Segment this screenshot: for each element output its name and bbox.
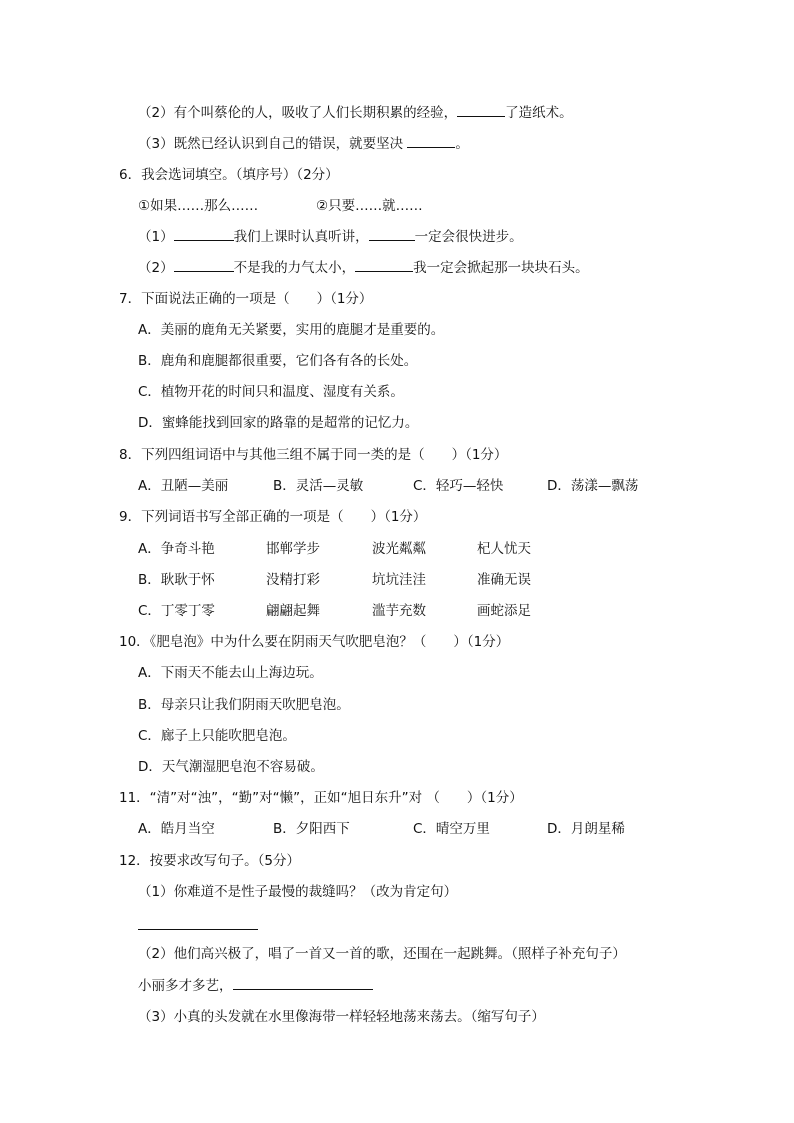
answer-blank[interactable] <box>174 228 234 241</box>
answer-line[interactable] <box>138 929 258 930</box>
q5-item3: （3）既然已经认识到自己的错误，就要坚决 。 <box>138 136 469 152</box>
q7-option-b[interactable]: B．鹿角和鹿腿都很重要，它们各有各的长处。 <box>138 353 418 369</box>
q8-option-a[interactable]: A．丑陋—美丽 <box>138 478 229 494</box>
q6-item2: （2） 不是我的力气太小， 我一定会掀起那一块块石头。 <box>138 260 589 276</box>
q5-item2: （2）有个叫蔡伦的人，吸收了人们长期积累的经验， 了造纸术。 <box>138 105 573 121</box>
q9-option-a[interactable] <box>0 540 794 558</box>
q8-options <box>0 477 794 495</box>
word: 杞人忧天 <box>477 541 531 557</box>
word: 翩翩起舞 <box>266 603 320 619</box>
q11-options <box>0 820 794 838</box>
q10-title: 10．《肥皂泡》中为什么要在阴雨天气吹肥皂泡？（ ）（1分） <box>119 634 510 650</box>
word: 滥芋充数 <box>372 603 426 619</box>
q10-option-a[interactable]: A．下雨天不能去山上海边玩。 <box>138 665 323 681</box>
word: 波光粼粼 <box>372 541 426 557</box>
q11-option-c[interactable]: C．晴空万里 <box>413 821 490 837</box>
answer-blank[interactable] <box>369 228 415 241</box>
q7-option-c[interactable]: C．植物开花的时间只和温度、湿度有关系。 <box>138 384 404 400</box>
word: B．耿耿于怀 <box>138 572 215 588</box>
answer-blank[interactable] <box>233 977 373 990</box>
q12-title: 12．按要求改写句子。（5分） <box>119 853 301 869</box>
q9-option-c[interactable] <box>0 602 794 620</box>
q6-option-1: ①如果……那么…… <box>138 198 259 214</box>
answer-blank[interactable] <box>355 259 413 272</box>
q6-item1: （1） 我们上课时认真听讲， 一定会很快进步。 <box>138 229 523 245</box>
word: 没精打彩 <box>266 572 320 588</box>
word: 坑坑洼洼 <box>372 572 426 588</box>
word: C．丁零丁零 <box>138 603 215 619</box>
word: 准确无误 <box>477 572 531 588</box>
q7-title: 7．下面说法正确的一项是（ ）（1分） <box>119 291 373 307</box>
q11-option-b[interactable]: B．夕阳西下 <box>273 821 350 837</box>
q11-option-d[interactable]: D．月朗星稀 <box>547 821 625 837</box>
q7-option-a[interactable]: A．美丽的鹿角无关紧要，实用的鹿腿才是重要的。 <box>138 322 445 338</box>
q9-title: 9．下列词语书写全部正确的一项是（ ）（1分） <box>119 509 427 525</box>
q12-item1: （1）你难道不是性子最慢的裁缝吗？（改为肯定句） <box>138 884 458 900</box>
q8-title: 8．下列四组词语中与其他三组不属于同一类的是（ ）（1分） <box>119 447 508 463</box>
word: 邯郸学步 <box>266 541 320 557</box>
q10-option-b[interactable]: B．母亲只让我们阴雨天吹肥皂泡。 <box>138 697 350 713</box>
q11-title: 11．“清”对“浊”，“勤”对“懒”，正如“旭日东升”对 （ ）（1分） <box>119 790 523 806</box>
answer-blank[interactable] <box>457 104 505 117</box>
q12-item2: （2）他们高兴极了，唱了一首又一首的歌，还围在一起跳舞。（照样子补充句子） <box>138 946 626 962</box>
answer-blank[interactable] <box>174 259 234 272</box>
q6-option-2: ②只要……就…… <box>316 198 423 214</box>
q12-item3: （3）小真的头发就在水里像海带一样轻轻地荡来荡去。（缩写句子） <box>138 1009 545 1025</box>
word: 画蛇添足 <box>477 603 531 619</box>
word: A．争奇斗艳 <box>138 541 215 557</box>
q11-option-a[interactable]: A．皓月当空 <box>138 821 215 837</box>
q8-option-d[interactable]: D．荡漾—飘荡 <box>547 478 639 494</box>
q7-option-d[interactable]: D．蜜蜂能找到回家的路靠的是超常的记忆力。 <box>138 415 419 431</box>
answer-blank[interactable] <box>407 135 455 148</box>
q8-option-c[interactable]: C．轻巧—轻快 <box>413 478 504 494</box>
q9-option-b[interactable] <box>0 571 794 589</box>
q10-option-c[interactable]: C．廊子上只能吹肥皂泡。 <box>138 728 296 744</box>
q10-option-d[interactable]: D．天气潮湿肥皂泡不容易破。 <box>138 759 324 775</box>
q12-item2-answer: 小丽多才多艺， <box>138 977 373 995</box>
q6-title: 6．我会选词填空。（填序号）（2分） <box>119 167 339 183</box>
q8-option-b[interactable]: B．灵活—灵敏 <box>273 478 364 494</box>
